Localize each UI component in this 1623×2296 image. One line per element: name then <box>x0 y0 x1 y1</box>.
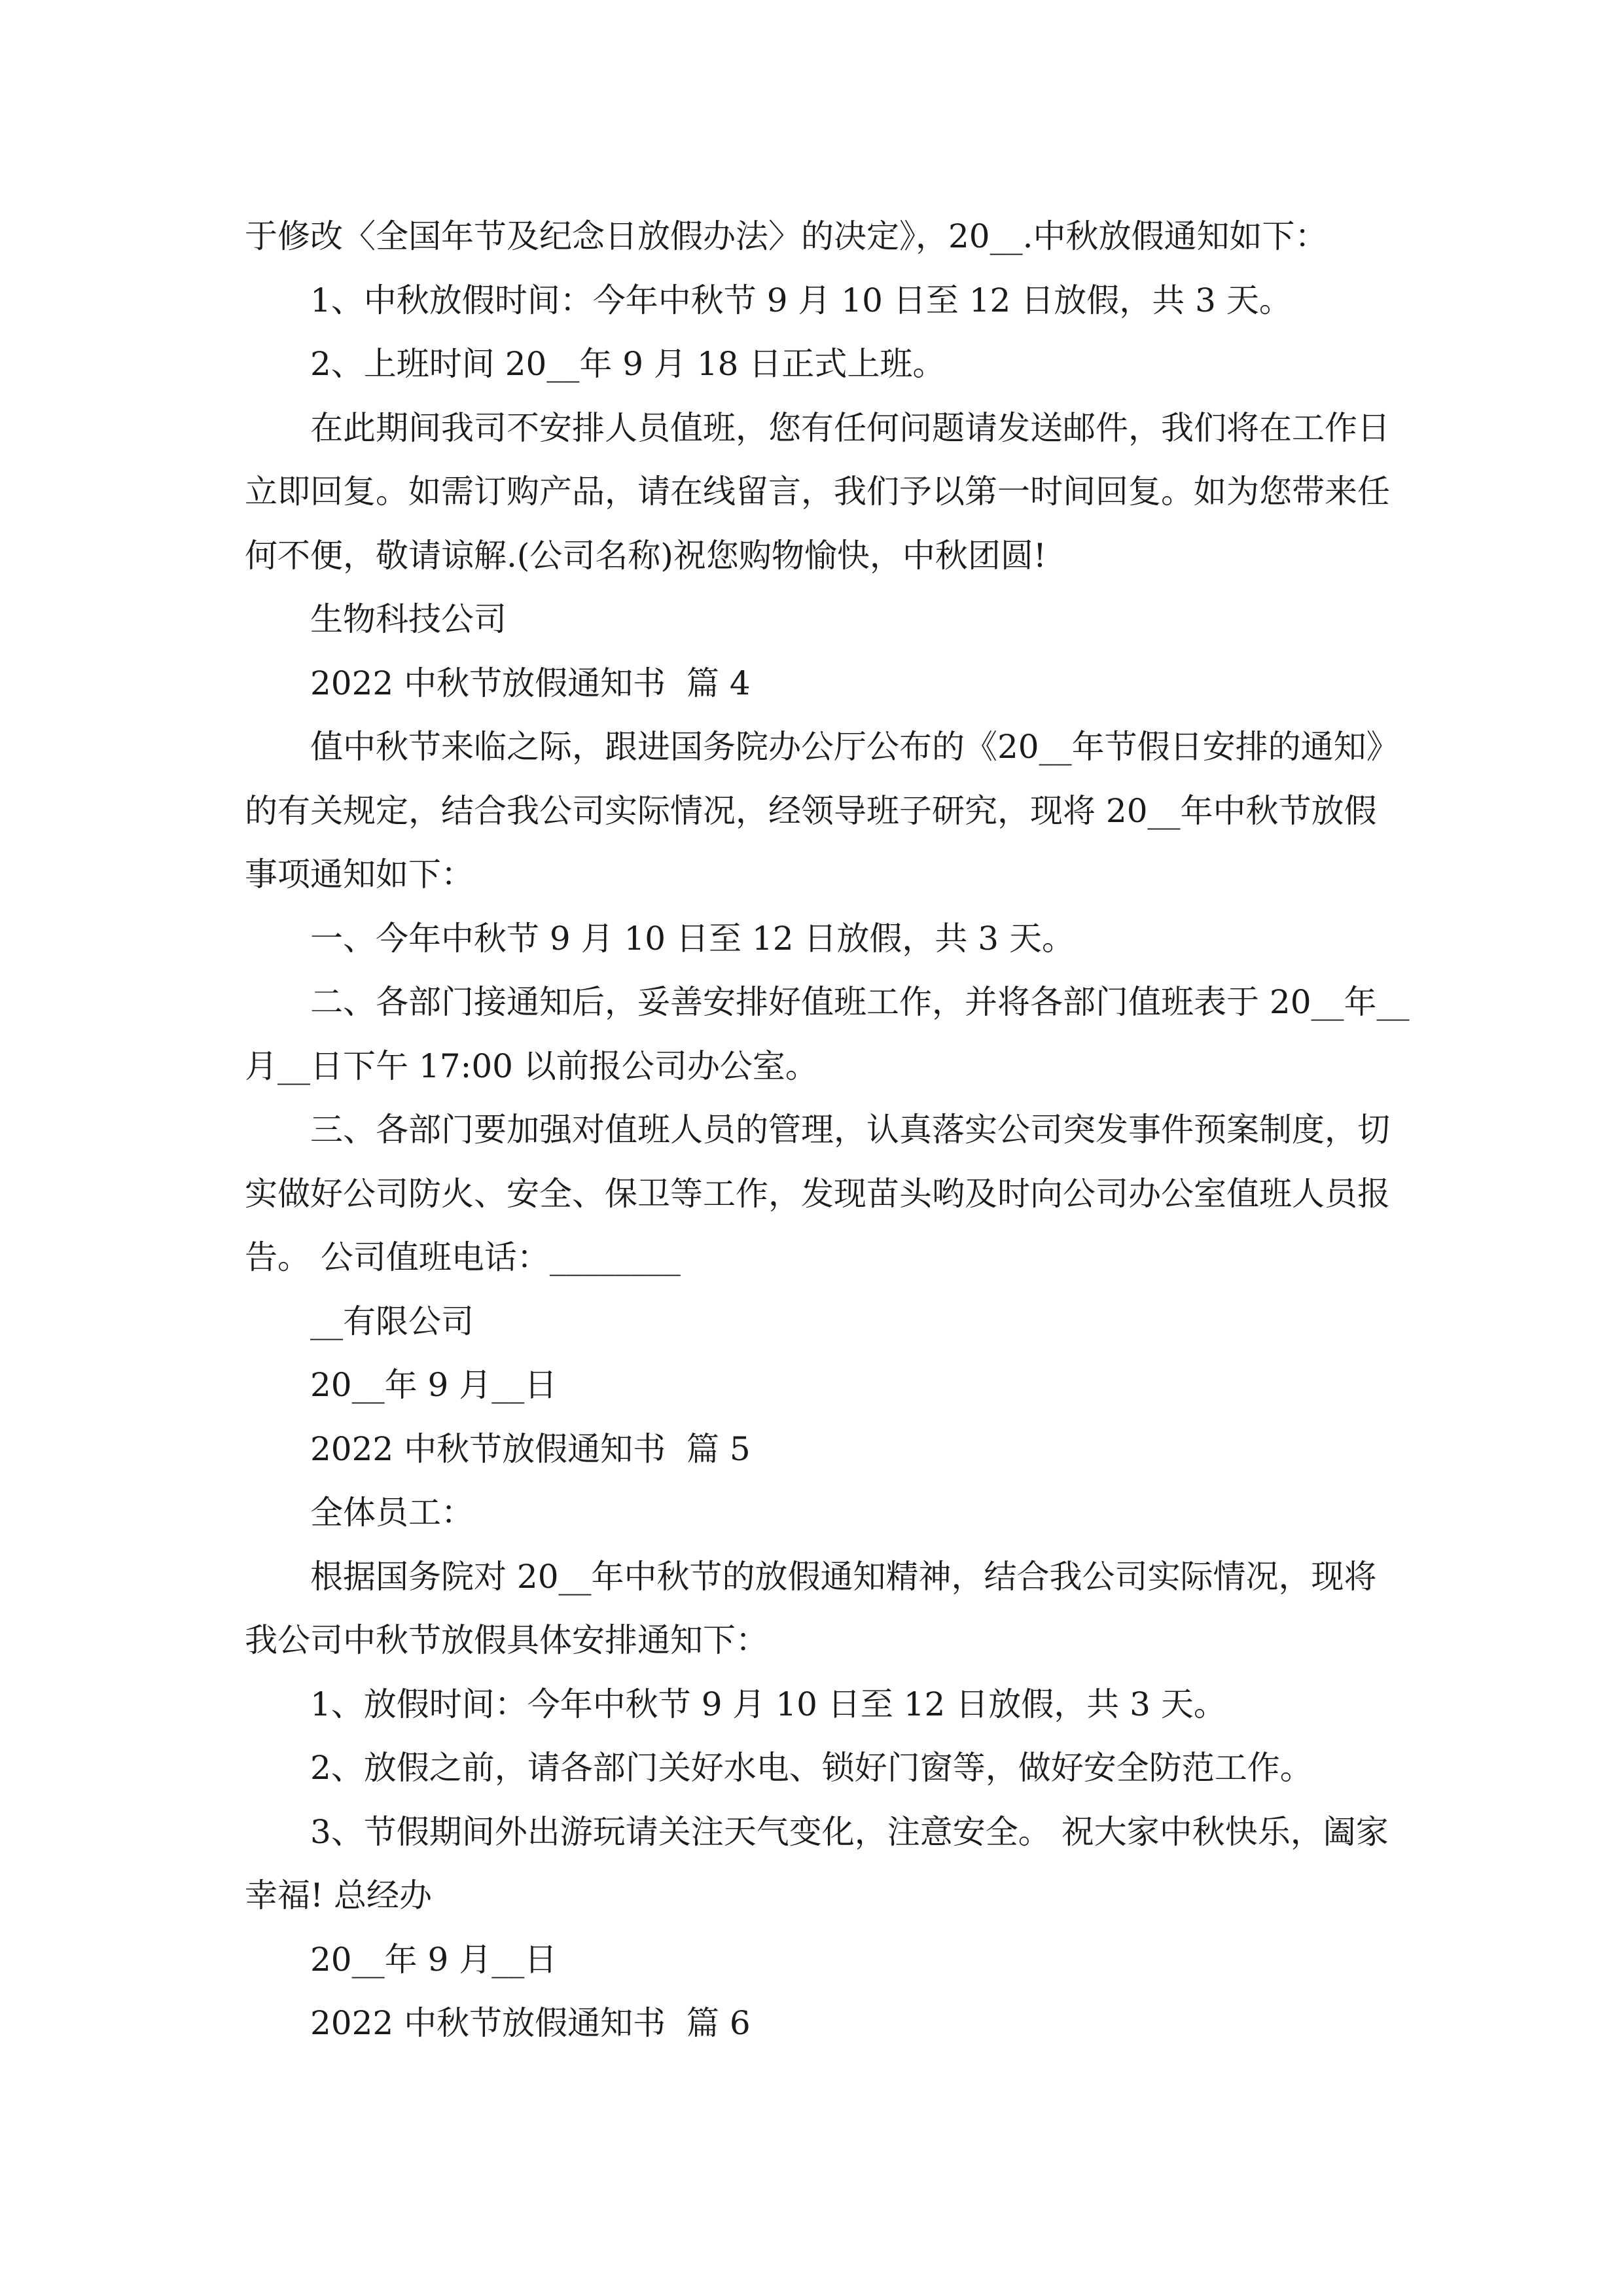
text-line: 我公司中秋节放假具体安排通知下： <box>245 1621 768 1659</box>
text-line: 2022 中秋节放假通知书 篇 5 <box>310 1429 751 1468</box>
text-line: 三、各部门要加强对值班人员的管理，认真落实公司突发事件预案制度，切 <box>310 1111 1390 1149</box>
text-line: 2、上班时间 20__年 9 月 18 日正式上班。 <box>310 345 946 383</box>
text-line: 1、放假时间：今年中秋节 9 月 10 日至 12 日放假，共 3 天。 <box>310 1685 1226 1723</box>
text-line: 二、各部门接通知后，妥善安排好值班工作，并将各部门值班表于 20__年__ <box>310 983 1410 1021</box>
text-line: 根据国务院对 20__年中秋节的放假通知精神，结合我公司实际情况，现将 <box>310 1557 1377 1596</box>
text-line: 的有关规定，结合我公司实际情况，经领导班子研究，现将 20__年中秋节放假 <box>245 791 1377 830</box>
text-line: 月__日下午 17:00 以前报公司办公室。 <box>245 1047 818 1085</box>
text-line: 生物科技公司 <box>310 600 507 638</box>
text-line: 立即回复。如需订购产品，请在线留言，我们予以第一时间回复。如为您带来任 <box>245 473 1390 511</box>
text-line: 2022 中秋节放假通知书 篇 6 <box>310 2004 751 2042</box>
text-line: 全体员工： <box>310 1494 474 1532</box>
text-line: 于修改〈全国年节及纪念日放假办法〉的决定》，20__.中秋放假通知如下： <box>245 217 1328 255</box>
text-line: 事项通知如下： <box>245 855 474 893</box>
text-line: 告。 公司值班电话：________ <box>245 1238 681 1276</box>
text-line: 在此期间我司不安排人员值班，您有任何问题请发送邮件，我们将在工作日 <box>310 408 1390 447</box>
text-line: 何不便，敬请谅解.(公司名称)祝您购物愉快，中秋团圆! <box>245 536 1046 575</box>
text-line: 2022 中秋节放假通知书 篇 4 <box>310 664 751 702</box>
text-line: 3、节假期间外出游玩请关注天气变化，注意安全。 祝大家中秋快乐，阖家 <box>310 1812 1389 1851</box>
text-line: 20__年 9 月__日 <box>310 1366 558 1404</box>
text-line: __有限公司 <box>310 1302 474 1340</box>
text-line: 1、中秋放假时间：今年中秋节 9 月 10 日至 12 日放假，共 3 天。 <box>310 281 1292 319</box>
text-line: 20__年 9 月__日 <box>310 1940 558 1979</box>
text-line: 一、今年中秋节 9 月 10 日至 12 日放假，共 3 天。 <box>310 919 1075 958</box>
text-line: 2、放假之前，请各部门关好水电、锁好门窗等，做好安全防范工作。 <box>310 1749 1313 1787</box>
text-line: 幸福! 总经办 <box>245 1876 432 1914</box>
text-line: 实做好公司防火、安全、保卫等工作，发现苗头哟及时向公司办公室值班人员报 <box>245 1174 1390 1213</box>
text-line: 值中秋节来临之际，跟进国务院办公厅公布的《20__年节假日安排的通知》 <box>310 728 1399 766</box>
document-body <box>245 205 1410 2056</box>
